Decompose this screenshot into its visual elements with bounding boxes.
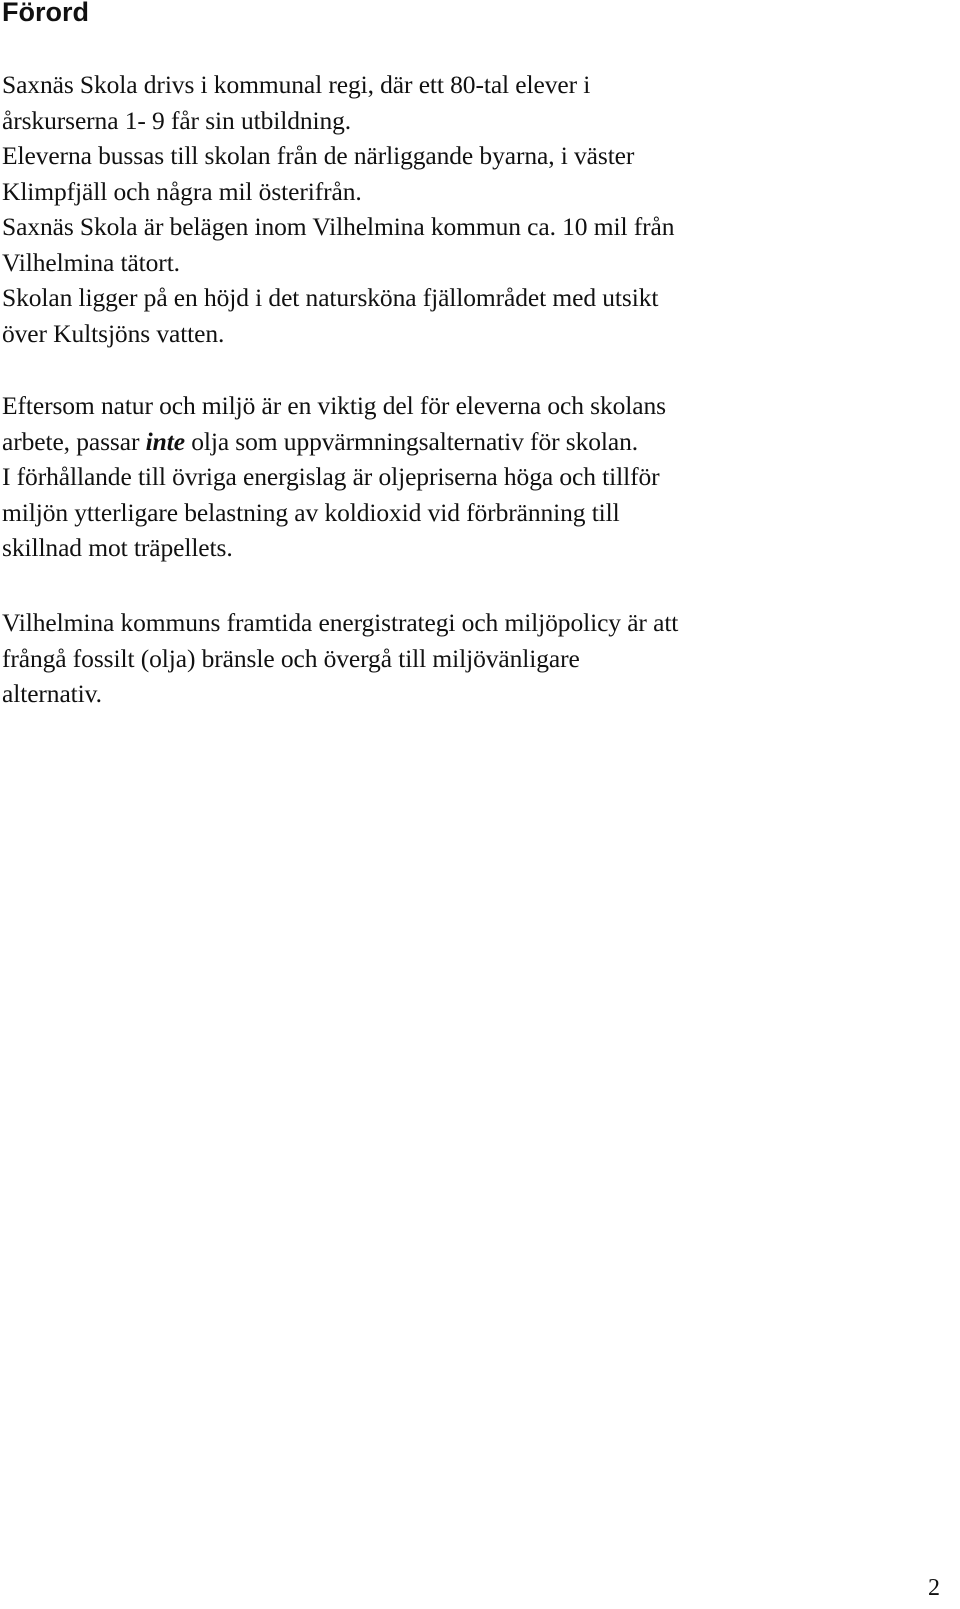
text-line: Eleverna bussas till skolan från de närliggande byarna, i väster	[2, 141, 635, 170]
text-line: Saxnäs Skola är belägen inom Vilhelmina kommun ca. 10 mil från	[2, 212, 675, 241]
paragraph-energy-policy	[2, 605, 932, 712]
text-line: alternativ.	[2, 679, 102, 708]
text-line: I förhållande till övriga energislag är oljepriserna höga och tillför	[2, 462, 660, 491]
paragraph-school-description	[2, 67, 932, 351]
text-line: Vilhelmina tätort.	[2, 247, 180, 277]
text-line: miljön ytterligare belastning av koldioxid vid förbränning till	[2, 497, 620, 527]
text-line: över Kultsjöns vatten.	[2, 318, 225, 348]
text-segment: arbete, passar	[2, 426, 146, 456]
text-line: Skolan ligger på en höjd i det natursköna fjällområdet med utsikt	[2, 283, 659, 312]
text-line: Saxnäs Skola drivs i kommunal regi, där ett 80-tal elever i	[2, 70, 591, 99]
text-segment: olja som uppvärmningsalternativ för skolan.	[184, 426, 639, 456]
paragraph-heating-rationale	[2, 388, 932, 566]
page-number: 2	[928, 1575, 940, 1601]
text-line: Eftersom natur och miljö är en viktig del för eleverna och skolans	[2, 391, 666, 420]
page-title: Förord	[2, 0, 89, 27]
text-line: skillnad mot träpellets.	[2, 533, 233, 562]
text-line: frångå fossilt (olja) bränsle och övergå till miljövänligare	[2, 643, 580, 673]
text-line: Klimpfjäll och några mil österifrån.	[2, 176, 362, 206]
text-line	[2, 424, 932, 460]
text-line: Vilhelmina kommuns framtida energistrategi och miljöpolicy är att	[2, 608, 679, 637]
text-line: årskurserna 1- 9 får sin utbildning.	[2, 105, 352, 135]
emphasis-text: inte	[145, 426, 185, 456]
